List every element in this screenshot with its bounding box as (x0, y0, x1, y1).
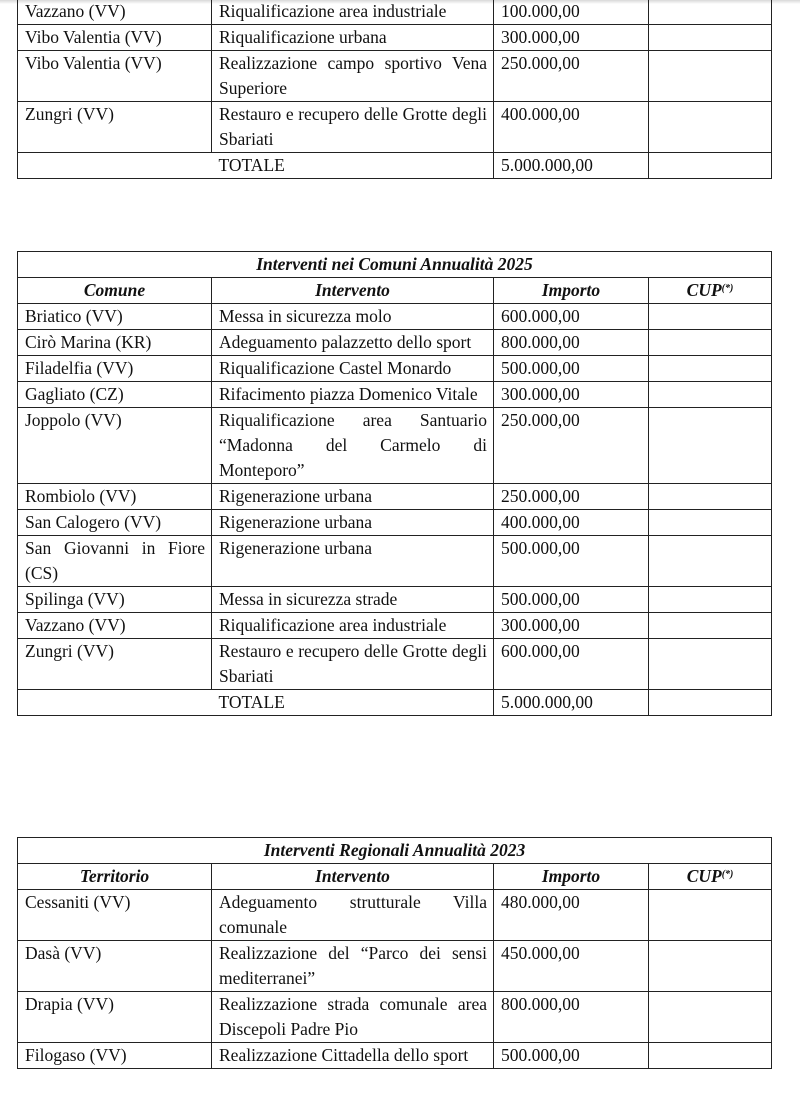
table-row (18, 102, 772, 153)
importo-cell: 500.000,00 (494, 1043, 649, 1069)
importo-cell: 300.000,00 (494, 382, 649, 408)
table-row (18, 941, 772, 992)
intervento-cell: Riqualificazione urbana (212, 25, 494, 51)
importo-cell: 800.000,00 (494, 330, 649, 356)
importo-cell: 800.000,00 (494, 992, 649, 1043)
intervento-cell: Rigenerazione urbana (212, 484, 494, 510)
cup-cell (649, 510, 772, 536)
cup-cell (649, 536, 772, 587)
territorio-cell: Filogaso (VV) (18, 1043, 212, 1069)
total-label: TOTALE (212, 690, 494, 716)
importo-cell: 250.000,00 (494, 484, 649, 510)
header-importo: Importo (494, 864, 649, 890)
intervento-cell: Restauro e recupero delle Grotte degli Sbariati (212, 102, 494, 153)
importo-cell: 400.000,00 (494, 510, 649, 536)
table-row (18, 890, 772, 941)
table-row (18, 587, 772, 613)
cup-cell (649, 890, 772, 941)
cup-cell (649, 1043, 772, 1069)
total-spacer (18, 153, 212, 179)
intervento-cell: Adeguamento strutturale Villa comunale (212, 890, 494, 941)
intervento-cell: Riqualificazione area Santuario “Madonna del Carmelo di Monteporo” (212, 408, 494, 484)
importo-cell: 300.000,00 (494, 613, 649, 639)
comune-cell: Gagliato (CZ) (18, 382, 212, 408)
cup-cell (649, 330, 772, 356)
comune-cell: San Calogero (VV) (18, 510, 212, 536)
table-row (18, 51, 772, 102)
table-regionali-2023 (17, 837, 772, 1069)
territorio-cell: Dasà (VV) (18, 941, 212, 992)
total-row (18, 690, 772, 716)
header-territorio: Territorio (18, 864, 212, 890)
comune-cell: Rombiolo (VV) (18, 484, 212, 510)
intervento-cell: Realizzazione Cittadella dello sport (212, 1043, 494, 1069)
table-row (18, 510, 772, 536)
cup-cell (649, 0, 772, 25)
table-title: Interventi Regionali Annualità 2023 (18, 838, 772, 864)
intervento-cell: Realizzazione del “Parco dei sensi mediterranei” (212, 941, 494, 992)
cup-cell (649, 992, 772, 1043)
intervento-cell: Messa in sicurezza molo (212, 304, 494, 330)
cup-cell (649, 304, 772, 330)
total-spacer (18, 690, 212, 716)
comune-cell: Vazzano (VV) (18, 613, 212, 639)
intervento-cell: Messa in sicurezza strade (212, 587, 494, 613)
table-2024-continuation (17, 0, 772, 179)
intervento-cell: Riqualificazione area industriale (212, 0, 494, 25)
importo-cell: 100.000,00 (494, 0, 649, 25)
cup-cell (649, 25, 772, 51)
table-row (18, 382, 772, 408)
importo-cell: 400.000,00 (494, 102, 649, 153)
table-row (18, 0, 772, 25)
header-intervento: Intervento (212, 278, 494, 304)
importo-cell: 250.000,00 (494, 408, 649, 484)
intervento-cell: Rigenerazione urbana (212, 510, 494, 536)
intervento-cell: Realizzazione strada comunale area Discepoli Padre Pio (212, 992, 494, 1043)
table-row (18, 484, 772, 510)
total-importo: 5.000.000,00 (494, 690, 649, 716)
importo-cell: 500.000,00 (494, 356, 649, 382)
territorio-cell: Vibo Valentia (VV) (18, 51, 212, 102)
importo-cell: 300.000,00 (494, 25, 649, 51)
cup-cell (649, 356, 772, 382)
table-row (18, 639, 772, 690)
intervento-cell: Adeguamento palazzetto dello sport (212, 330, 494, 356)
header-cup-footnote: (*) (721, 869, 734, 880)
table-row (18, 330, 772, 356)
cup-cell (649, 382, 772, 408)
territorio-cell: Vibo Valentia (VV) (18, 25, 212, 51)
comune-cell: Joppolo (VV) (18, 408, 212, 484)
intervento-cell: Realizzazione campo sportivo Vena Superiore (212, 51, 494, 102)
comune-cell: Spilinga (VV) (18, 587, 212, 613)
table-row (18, 992, 772, 1043)
cup-cell (649, 639, 772, 690)
cup-cell (649, 484, 772, 510)
total-cup (649, 153, 772, 179)
importo-cell: 250.000,00 (494, 51, 649, 102)
intervento-cell: Rifacimento piazza Domenico Vitale (212, 382, 494, 408)
table-row (18, 613, 772, 639)
comune-cell: San Giovanni in Fiore (CS) (18, 536, 212, 587)
total-label: TOTALE (212, 153, 494, 179)
territorio-cell: Zungri (VV) (18, 102, 212, 153)
territorio-cell: Cessaniti (VV) (18, 890, 212, 941)
intervento-cell: Rigenerazione urbana (212, 536, 494, 587)
cup-cell (649, 408, 772, 484)
cup-cell (649, 102, 772, 153)
comune-cell: Filadelfia (VV) (18, 356, 212, 382)
header-cup (649, 278, 772, 304)
importo-cell: 500.000,00 (494, 587, 649, 613)
intervento-cell: Riqualificazione area industriale (212, 613, 494, 639)
intervento-cell: Riqualificazione Castel Monardo (212, 356, 494, 382)
table-row (18, 1043, 772, 1069)
total-cup (649, 690, 772, 716)
intervento-cell: Restauro e recupero delle Grotte degli Sbariati (212, 639, 494, 690)
table-row (18, 356, 772, 382)
importo-cell: 600.000,00 (494, 639, 649, 690)
table-row (18, 408, 772, 484)
header-cup-footnote: (*) (721, 283, 734, 294)
table-comuni-2025 (17, 251, 772, 716)
table-row (18, 25, 772, 51)
cup-cell (649, 941, 772, 992)
total-row (18, 153, 772, 179)
header-cup-label: CUP (686, 866, 722, 886)
importo-cell: 500.000,00 (494, 536, 649, 587)
table-title: Interventi nei Comuni Annualità 2025 (18, 252, 772, 278)
header-intervento: Intervento (212, 864, 494, 890)
territorio-cell: Drapia (VV) (18, 992, 212, 1043)
importo-cell: 600.000,00 (494, 304, 649, 330)
cup-cell (649, 613, 772, 639)
comune-cell: Cirò Marina (KR) (18, 330, 212, 356)
cup-cell (649, 587, 772, 613)
comune-cell: Zungri (VV) (18, 639, 212, 690)
header-comune: Comune (18, 278, 212, 304)
table-row (18, 536, 772, 587)
importo-cell: 450.000,00 (494, 941, 649, 992)
comune-cell: Briatico (VV) (18, 304, 212, 330)
header-importo: Importo (494, 278, 649, 304)
header-cup-label: CUP (686, 280, 722, 300)
importo-cell: 480.000,00 (494, 890, 649, 941)
header-cup (649, 864, 772, 890)
total-importo: 5.000.000,00 (494, 153, 649, 179)
table-row (18, 304, 772, 330)
territorio-cell: Vazzano (VV) (18, 0, 212, 25)
cup-cell (649, 51, 772, 102)
